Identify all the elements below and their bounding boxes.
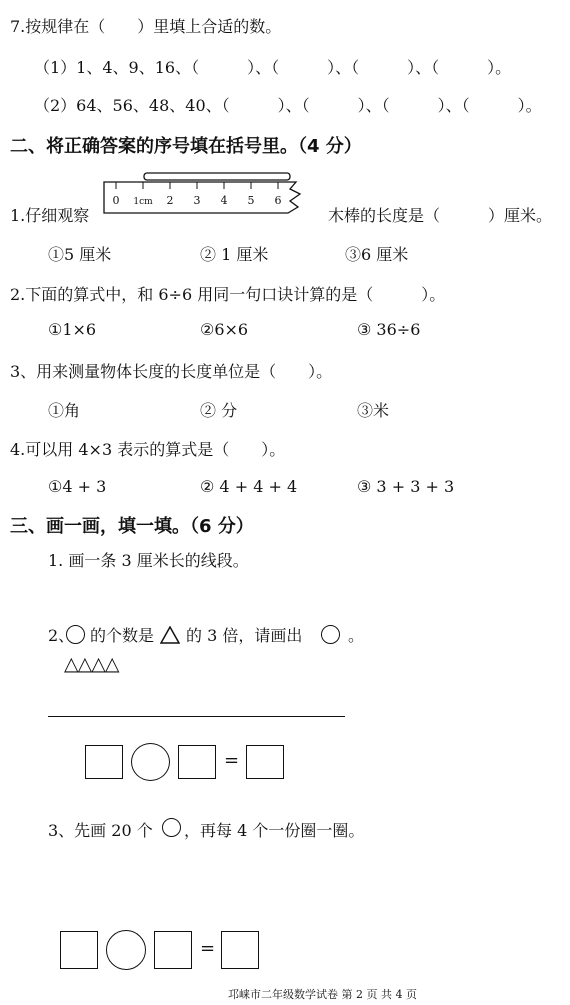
s2-q3-option-1: ①角 <box>48 401 81 420</box>
answer-box <box>60 931 98 969</box>
q7-row2: （2）64、56、48、40、（ ）、（ ）、（ ）、（ ）。 <box>34 96 542 115</box>
ruler-tick-label: 2 <box>166 194 174 207</box>
s2-q2-text: 2.下面的算式中，和 6÷6 用同一句口诀计算的是（ ）。 <box>10 285 446 304</box>
s3-q2-part-a: 2、 <box>48 626 75 645</box>
s2-q1-option-1: ①5 厘米 <box>48 245 112 264</box>
answer-box <box>85 745 123 779</box>
s2-q2-option-3: ③ 36÷6 <box>357 320 421 339</box>
s2-q1-option-3: ③6 厘米 <box>345 245 409 264</box>
s2-q1-suffix: 木棒的长度是（ ）厘米。 <box>328 206 553 225</box>
triangle-shape <box>160 626 180 644</box>
s3-q3-part-a: 3、先画 20 个 <box>48 821 153 840</box>
s3-q1-text: 1. 画一条 3 厘米长的线段。 <box>48 551 249 570</box>
equals-sign: = <box>200 938 216 959</box>
s2-q3-option-3: ③米 <box>357 401 390 420</box>
s2-q1-option-2: ② 1 厘米 <box>200 245 269 264</box>
answer-box <box>221 931 259 969</box>
operator-circle <box>131 743 170 781</box>
s2-q4-text: 4.可以用 4×3 表示的算式是（ ）。 <box>10 440 286 459</box>
s2-q4-option-3: ③ 3 + 3 + 3 <box>357 477 455 496</box>
s2-q4-option-2: ② 4 + 4 + 4 <box>200 477 298 496</box>
s2-q2-option-1: ①1×6 <box>48 320 97 339</box>
ruler-tick-label: 1cm <box>133 197 153 207</box>
s2-q3-option-2: ② 分 <box>200 401 238 420</box>
s2-q1-prefix: 1.仔细观察 <box>10 206 90 225</box>
circle-shape <box>66 625 85 644</box>
s2-q4-option-1: ①4 + 3 <box>48 477 107 496</box>
section2-heading: 二、将正确答案的序号填在括号里。（4 分） <box>10 136 362 157</box>
operator-circle <box>106 930 146 970</box>
ruler-tick-label: 3 <box>193 194 201 207</box>
equals-sign: = <box>224 750 240 771</box>
s2-q3-text: 3、用来测量物体长度的长度单位是（ ）。 <box>10 362 333 381</box>
s3-q2-part-b: 的个数是 <box>90 626 155 645</box>
s3-q2-part-c: 的 3 倍，请画出 <box>186 626 303 645</box>
triangles-row: △△△△ <box>64 653 119 675</box>
ruler-tick-label: 4 <box>220 194 228 207</box>
q7-row1: （1）1、4、9、16、（ ）、（ ）、（ ）、（ ）。 <box>34 58 512 77</box>
q7-title: 7.按规律在（ ）里填上合适的数。 <box>10 17 282 36</box>
ruler-tick-label: 5 <box>247 194 255 207</box>
answer-line <box>48 716 345 717</box>
s3-q3-part-b: ，再每 4 个一份圈一圈。 <box>184 821 365 840</box>
ruler-tick-label: 6 <box>274 194 282 207</box>
page-footer: 邛崃市二年级数学试卷 第 2 页 共 4 页 <box>228 988 417 1001</box>
s2-q2-option-2: ②6×6 <box>200 320 249 339</box>
answer-box <box>178 745 216 779</box>
answer-box <box>154 931 192 969</box>
section3-heading: 三、画一画，填一填。（6 分） <box>10 516 254 537</box>
s3-q2-part-d: 。 <box>348 626 365 645</box>
ruler-stick-figure <box>100 172 315 220</box>
ruler-tick-label: 0 <box>112 194 120 207</box>
circle-shape <box>162 818 181 837</box>
answer-box <box>246 745 284 779</box>
circle-shape <box>321 625 340 644</box>
